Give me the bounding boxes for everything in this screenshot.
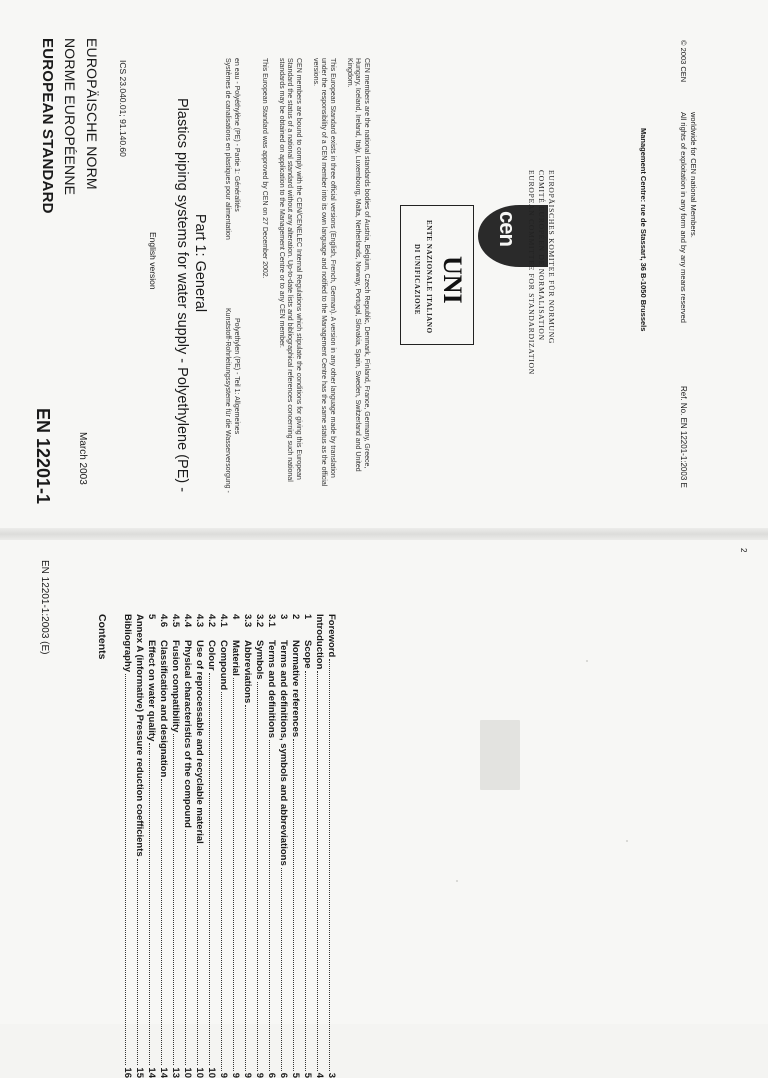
german-title-line-2: Polyethylen (PE) - Teil 1: Allgemeines xyxy=(233,318,240,435)
version-label: English version xyxy=(148,232,158,290)
toc-row-terms-definitions[interactable] xyxy=(266,614,278,1078)
toc-number: 4.2 xyxy=(206,614,217,628)
cen-org-line-3: EUROPÄISCHES KOMITEE FÜR NORMUNG xyxy=(547,170,556,345)
toc-number: 3 xyxy=(278,614,289,620)
toc-number: 4.5 xyxy=(170,614,181,628)
cen-org-line-2: COMITÉ EUROPÉEN DE NORMALISATION xyxy=(537,170,546,341)
german-title-line-1: Kunststoff-Rohrleitungssysteme für die Wasserversorgung - xyxy=(224,308,231,493)
toc-number: 4.6 xyxy=(158,614,169,628)
toc-row-colour[interactable] xyxy=(206,614,218,1078)
title-line-1: EUROPEAN STANDARD xyxy=(39,38,56,214)
reference-number: Ref. No. EN 12201-1:2003 E xyxy=(679,386,688,488)
toc-leader xyxy=(329,659,331,1070)
toc-number: 2 xyxy=(290,614,301,620)
toc-page: 5 xyxy=(302,1072,313,1078)
uni-line-2: DI UNIFICAZIONE xyxy=(413,244,421,316)
management-centre: Management Centre: rue de Stassart, 36 B-1050 Brussels xyxy=(639,128,648,332)
uni-line-1: ENTE NAZIONALE ITALIANO xyxy=(425,220,433,334)
rights-line-1: All rights of exploitation in any form and by any means reserved xyxy=(679,112,688,323)
page-fold xyxy=(0,528,768,540)
toc-leader xyxy=(221,692,223,1071)
scan-smudge xyxy=(480,720,520,790)
toc-leader xyxy=(185,830,187,1065)
toc-label: Bibliography xyxy=(122,614,133,673)
toc-page: 3 xyxy=(326,1072,337,1078)
toc-label: Compound xyxy=(218,640,229,691)
ics-code: ICS 23.040.01; 91.140.60 xyxy=(118,60,128,157)
toc-page: 14 xyxy=(146,1067,157,1078)
page-header: EN 12201-1:2003 (E) xyxy=(39,560,50,655)
main-title-line-2: Part 1: General xyxy=(192,213,208,313)
title-page xyxy=(0,0,768,528)
toc-page: 9 xyxy=(254,1072,265,1078)
standard-date: March 2003 xyxy=(77,432,88,485)
toc-label: Normative references xyxy=(290,640,301,738)
toc-page: 9 xyxy=(230,1072,241,1078)
scan-speck xyxy=(586,660,588,662)
toc-page: 6 xyxy=(266,1072,277,1078)
toc-page: 10 xyxy=(206,1067,217,1078)
toc-page: 10 xyxy=(182,1067,193,1078)
toc-number: 1 xyxy=(302,614,313,620)
toc-row-terms[interactable] xyxy=(278,614,290,1078)
toc-label: Material xyxy=(230,640,241,676)
toc-row-introduction[interactable] xyxy=(314,614,326,1078)
scan-speck xyxy=(456,880,458,882)
toc-row-abbreviations[interactable] xyxy=(242,614,254,1078)
toc-label: Annex A (informative) Pressure reduction coefficients xyxy=(134,614,145,857)
toc-leader xyxy=(125,674,127,1065)
cen-logo-text: cen xyxy=(495,211,520,246)
title-line-2: NORME EUROPÉENNE xyxy=(62,38,78,196)
scan-speck xyxy=(626,840,628,842)
toc-leader xyxy=(197,846,199,1066)
toc-number: 4.1 xyxy=(218,614,229,628)
toc-label: Abbreviations xyxy=(242,640,253,704)
toc-label: Foreword xyxy=(326,614,337,658)
french-title-line-2: en eau - Polyéthylène (PE) - Partie 1: Généralités xyxy=(233,58,240,212)
members-list-paragraph: CEN members are the national standards bodies of Austria, Belgium, Czech Republic, Denmark, Finland, France, Germany, Greece, Hungary, Iceland, Ireland, Italy, Luxembourg, Malta, Netherlands, Norway, Portugal, Slovakia, Spain, Sweden, Switzerland and United Kingdom. xyxy=(346,58,370,472)
uni-logo-text: UNI xyxy=(438,256,467,304)
contents-title: Contents xyxy=(96,614,108,660)
toc-leader xyxy=(209,673,211,1066)
toc-page: 16 xyxy=(122,1067,133,1078)
title-line-3: EUROPÄISCHE NORM xyxy=(84,38,100,190)
toc-label: Physical characteristics of the compound xyxy=(182,640,193,828)
uni-logo xyxy=(400,205,474,345)
page-number: 2 xyxy=(739,548,748,553)
toc-page: 10 xyxy=(194,1067,205,1078)
toc-row-physical[interactable] xyxy=(182,614,194,1078)
toc-number: 4 xyxy=(230,614,241,620)
toc-label: Colour xyxy=(206,640,217,671)
toc-row-scope[interactable] xyxy=(302,614,314,1078)
toc-row-compound[interactable] xyxy=(218,614,230,1078)
toc-row-bibliography[interactable] xyxy=(122,614,134,1078)
toc-label: Introduction xyxy=(314,614,325,670)
toc-number: 3.2 xyxy=(254,614,265,628)
toc-label: Effect on water quality xyxy=(146,640,157,742)
toc-row-normative-references[interactable] xyxy=(290,614,302,1078)
toc-page: 4 xyxy=(314,1072,325,1078)
toc-label: Fusion compatibility xyxy=(170,640,181,733)
toc-row-annex-a[interactable] xyxy=(134,614,146,1078)
toc-leader xyxy=(137,859,139,1066)
toc-row-water-quality[interactable] xyxy=(146,614,158,1078)
toc-leader xyxy=(305,671,307,1071)
toc-number: 5 xyxy=(146,614,157,620)
toc-row-classification[interactable] xyxy=(158,614,170,1078)
standard-number: EN 12201-1 xyxy=(33,408,53,505)
toc-leader xyxy=(257,682,259,1071)
toc-label: Classification and designation xyxy=(158,640,169,778)
toc-leader xyxy=(281,868,283,1071)
toc-row-foreword[interactable] xyxy=(326,614,338,1078)
toc-page: 15 xyxy=(134,1067,145,1078)
logo-group xyxy=(398,205,548,345)
toc-list xyxy=(118,614,338,1078)
contents-page xyxy=(0,540,768,1078)
copyright: © 2003 CEN xyxy=(679,40,688,83)
toc-label: Scope xyxy=(302,640,313,669)
rights-line-2: worldwide for CEN national Members. xyxy=(689,112,698,238)
toc-row-material[interactable] xyxy=(230,614,242,1078)
toc-page: 14 xyxy=(158,1067,169,1078)
toc-label: Terms and definitions xyxy=(266,640,277,739)
toc-leader xyxy=(293,739,295,1071)
toc-leader xyxy=(161,779,163,1065)
approval-statement: This European Standard was approved by CEN on 27 December 2002. xyxy=(261,58,268,279)
toc-leader xyxy=(173,734,175,1065)
toc-number: 3.1 xyxy=(266,614,277,628)
toc-row-symbols[interactable] xyxy=(254,614,266,1078)
official-versions-paragraph: This European Standard exists in three official versions (English, French, German). A version in any other language made by translation under the responsibility of a CEN member into its own language and notified to the Management Centre has the same status as the official versions. xyxy=(312,58,336,487)
toc-number: 3.3 xyxy=(242,614,253,628)
toc-page: 5 xyxy=(290,1072,301,1078)
toc-page: 9 xyxy=(242,1072,253,1078)
main-title-line-1: Plastics piping systems for water supply - Polyethylene (PE) - xyxy=(174,98,190,493)
french-title-line-1: Systèmes de canalisations en plastiques pour alimentation xyxy=(224,58,231,240)
cen-members-paragraph: CEN members are bound to comply with the CEN/CENELEC Internal Regulations which stipulate the conditions for giving this European Standard the status of a national standard without any alteration. Up-to-date lists and bibliographical references concerning such national standards may be obtained on application to the Management Centre or to any CEN member. xyxy=(278,58,302,482)
toc-leader xyxy=(245,705,247,1070)
toc-page: 9 xyxy=(218,1072,229,1078)
toc-leader xyxy=(149,743,151,1065)
toc-page: 13 xyxy=(170,1067,181,1078)
toc-leader xyxy=(269,740,271,1071)
toc-page: 6 xyxy=(278,1072,289,1078)
toc-row-fusion[interactable] xyxy=(170,614,182,1078)
toc-label: Terms and definitions, symbols and abbreviations xyxy=(278,640,289,866)
toc-row-reprocessable[interactable] xyxy=(194,614,206,1078)
toc-number: 4.4 xyxy=(182,614,193,628)
toc-label: Symbols xyxy=(254,640,265,680)
cen-org-line-1: EUROPEAN COMMITTEE FOR STANDARDIZATION xyxy=(527,170,536,376)
toc-leader xyxy=(233,678,235,1071)
toc-label: Use of reprocessable and recyclable material xyxy=(194,640,205,844)
toc-leader xyxy=(317,671,319,1070)
toc-number: 4.3 xyxy=(194,614,205,628)
